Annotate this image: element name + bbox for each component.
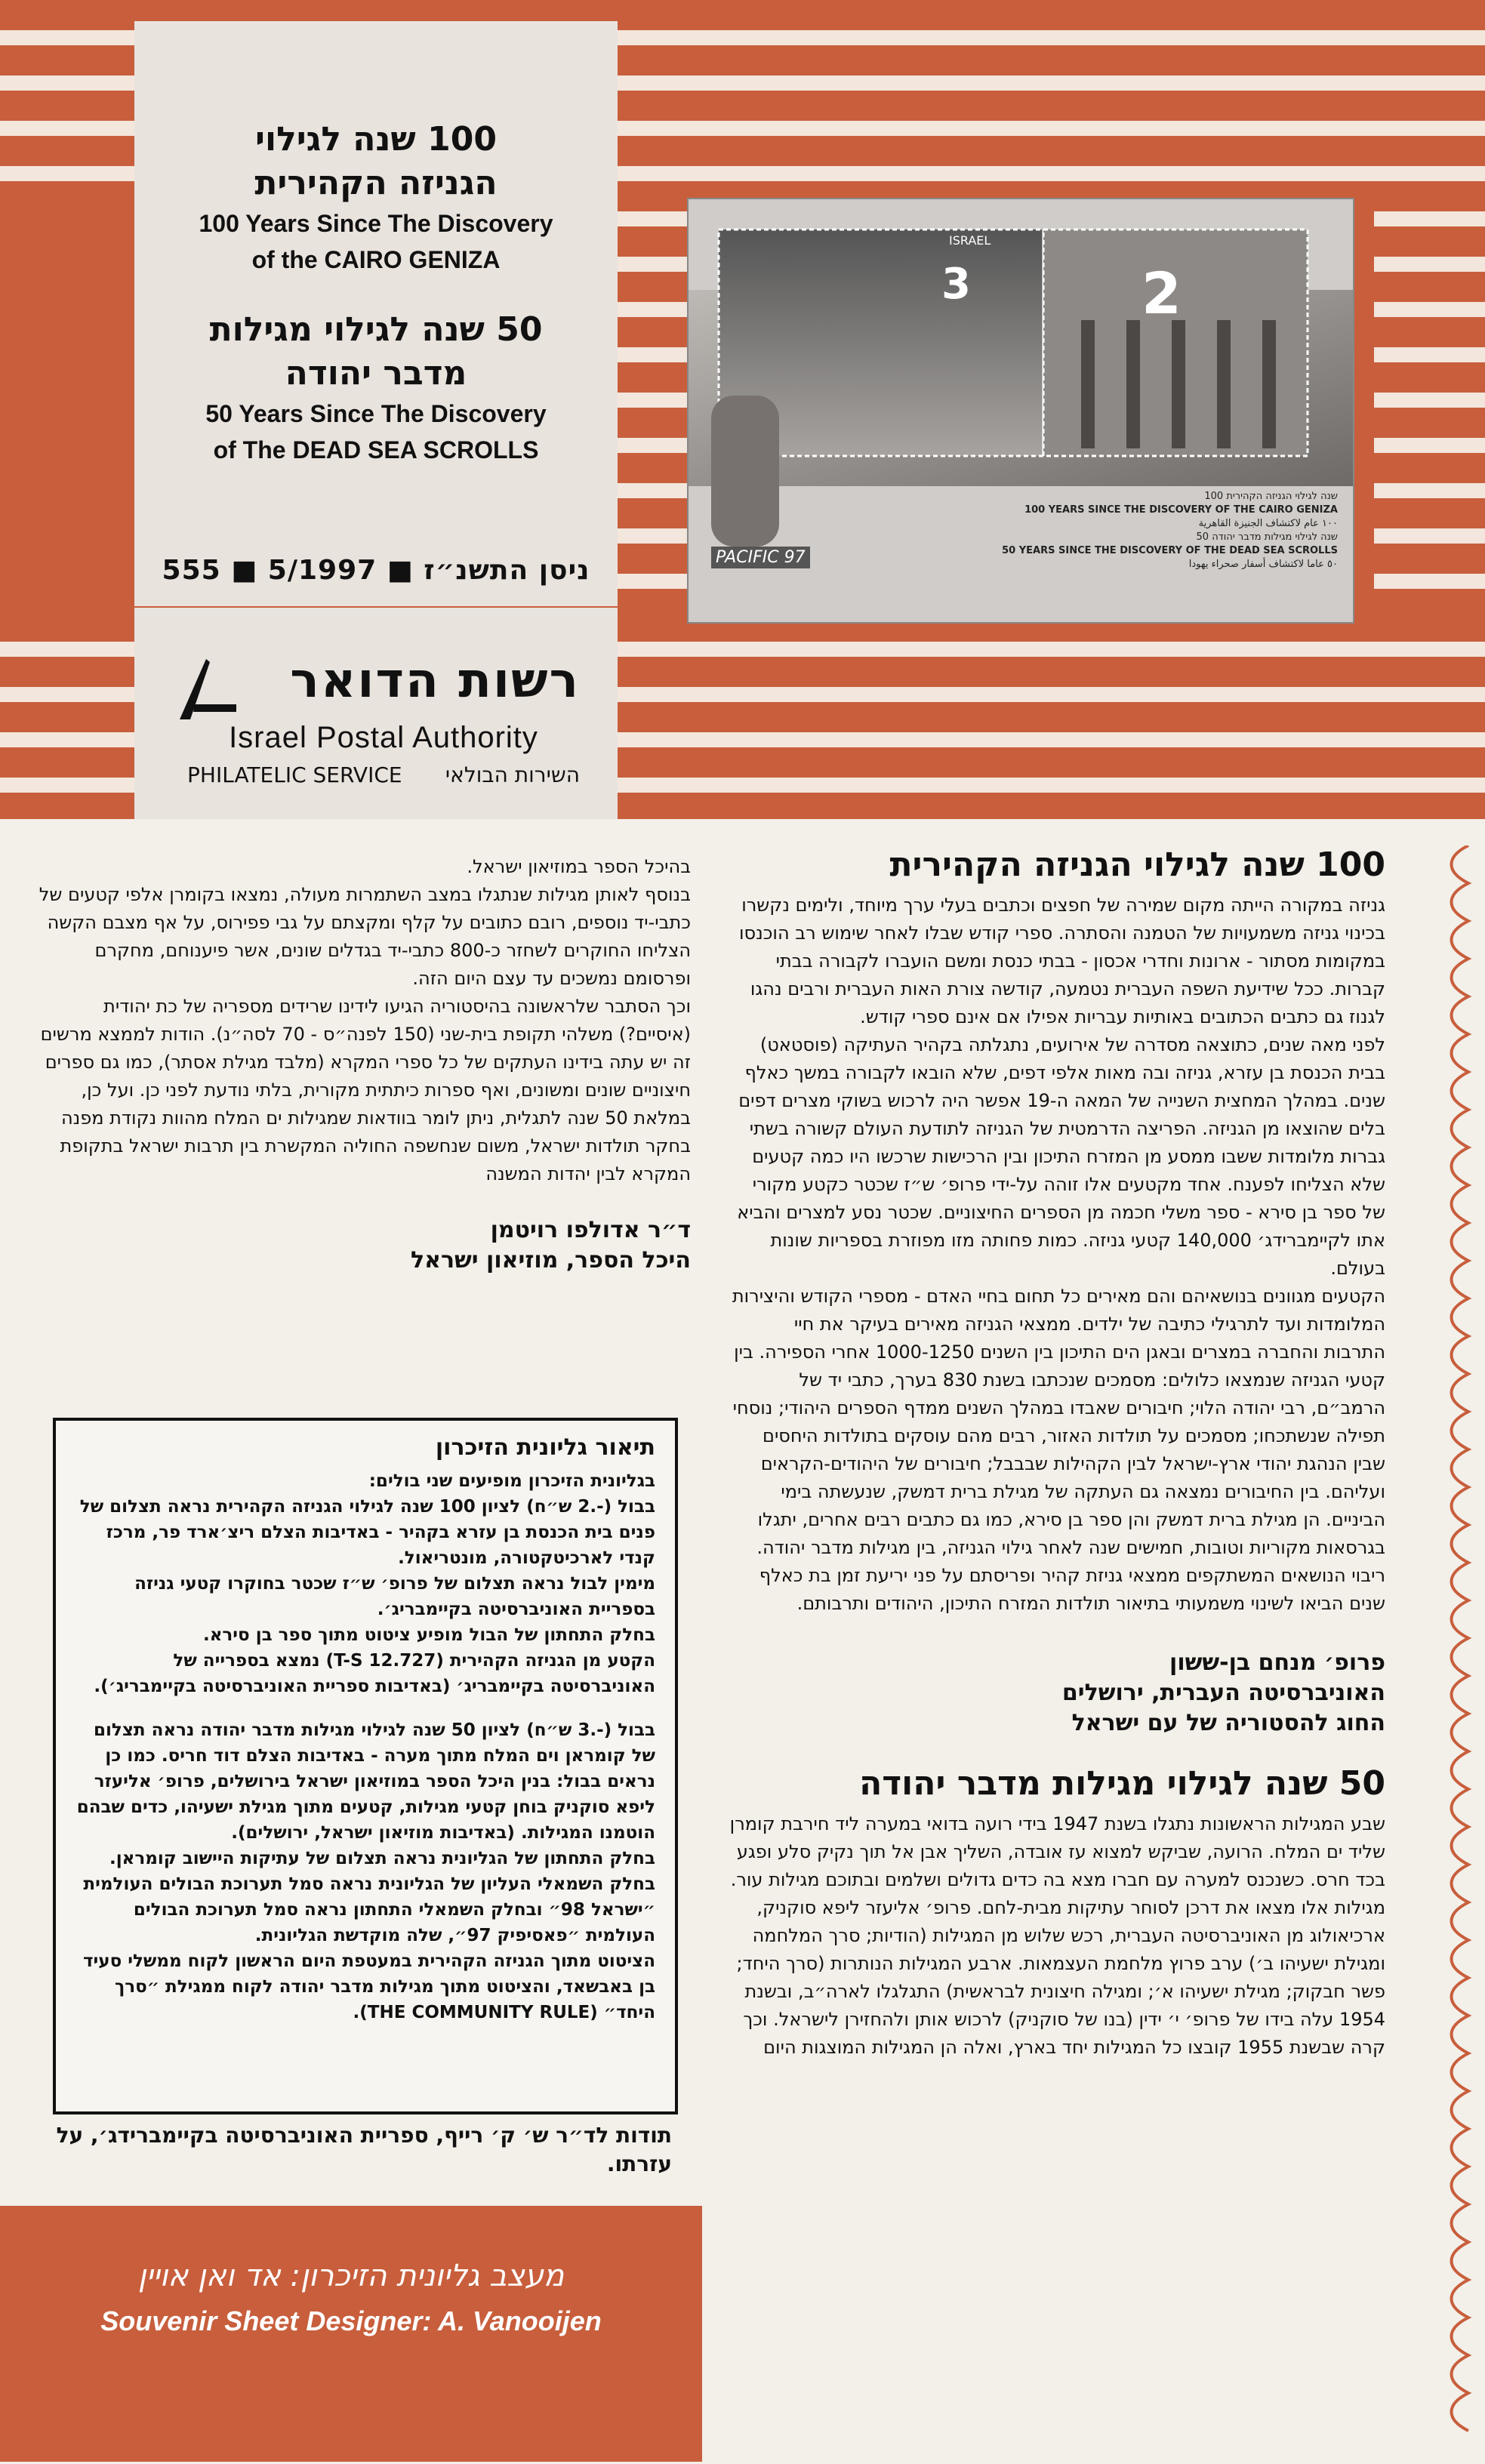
description-paragraph-5: הקטע מן הגניזה הקהירית (T-S 12.727) נמצא בספרייה של האוניברסיטה בקיימבריג׳ (באדיבות ספריית האוניברסיטה בקיימבריג׳). bbox=[94, 1651, 655, 1696]
scrolls-continued-paragraph-1: בהיכל הספר במוזיאון ישראל. bbox=[467, 856, 691, 877]
title-he-line-1: 100 שנה לגילוי bbox=[255, 120, 497, 159]
authority-name-en: Israel Postal Authority bbox=[229, 721, 538, 754]
title-en-line-2: of the CAIRO GENIZA bbox=[251, 246, 501, 273]
stripe bbox=[618, 211, 687, 226]
scrolls-body bbox=[729, 1810, 1385, 2062]
description-paragraph-1: בגליונית הזיכרון מופיעים שני בולים: bbox=[368, 1471, 655, 1491]
stripe bbox=[618, 257, 687, 272]
description-box bbox=[53, 1418, 678, 2114]
description-body bbox=[56, 1468, 675, 2025]
title2-he-line-1: 50 שנה לגילוי מגילות bbox=[209, 310, 543, 349]
title-he-line-2: הגניזה הקהירית bbox=[254, 164, 498, 202]
thanks-note: תודות לד״ר ש׳ ק׳ רייף, ספריית האוניברסיטה בקיימברידג׳, על עזרתו. bbox=[56, 2123, 672, 2176]
caption-he-1: 100 שנה לגילוי הגניזה הקהירית bbox=[1204, 491, 1338, 502]
scrolls-continued-paragraph-3: וכך הסתבר שלראשונה בהיסטוריה הגיעו לידינו שרידים מספריה של כת יהודית (איסיים?) משלהי תקופת בית-שני (150 לפנה״ס - 70 לסה״נ). הודות לממצא מרשים זה יש עתה בידינו העתקים של כל ספרי המקרא (מלבד מגילת אסתר), כמו גם ספרים חיצוניים שונים ומשונים, ואף ספרות כיתתית מקורית, בלתי נודעת לפני כן. ועל כן, במלאת 50 שנה לתגלית, ניתן לומר בוודאות שמגילות ים המלח מהוות נקודת מפנה בחקר תולדות ישראל, משום שנחשפה החוליה המקשרת בין תרבות ישראל בתקופת המקרא לבין יהדות המשנה bbox=[40, 996, 691, 1184]
pacific97-logo: PACIFIC 97 bbox=[711, 547, 810, 568]
issue-date: 5/1997 bbox=[267, 555, 377, 586]
caption-he-2: 50 שנה לגילוי מגילות מדבר יהודה bbox=[1196, 531, 1338, 543]
geniza-affiliation-2: החוג להסטוריה של עם ישראל bbox=[1071, 1710, 1385, 1736]
geniza-paragraph-1: גניזה במקורה הייתה מקום שמירה של חפצים וכתבים בעלי ערך מיוחד, ולימים נקשרו בכינוי גניזה משמעויות של הטמנה והסתרה. ספרי קודש שבלו לאחר שימוש רב הוכנסו במקומות מסתור - ארונות וחדרי אכסון - בבתי כנסת ומשם הועברו לקבורה בבתי קברות. ככל שידיעת השפה העברית נטמעה, קודשה צורת האות העברית ורבים נהגו לגנוז גם כתבים הכתובים באותיות עבריות אפילו אם אינם ספרי קודש. bbox=[739, 895, 1385, 1027]
stripe bbox=[618, 483, 687, 498]
caption-ar-2: ٥٠ عاما لاكتشاف أسفار صحراء يهودا bbox=[1188, 559, 1338, 570]
issue-number: 555 bbox=[162, 555, 221, 586]
service-en: PHILATELIC SERVICE bbox=[187, 762, 402, 787]
stripe bbox=[1374, 257, 1485, 272]
scrolls-paragraph-1: שבע המגילות הראשונות נתגלו בשנת 1947 בידי רועה בדואי במערה ליד חירבת קומרן שליד ים המלח. הרועה, שביקש למצוא עז אובדה, השליך אבן אל תוך נקיק סלע ופגע בכד חרס. כשנכנס למערה עם חברו מצא בה כדים גדולים ושלמים ובתוכם מגילות עור. מגילות אלו מצאו את דרכן לסוחר עתיקות מבית-לחם. פרופ׳ אליעזר ליפא סוקניק, ארכיאולוג מן האוניברסיטה העברית, רכש שלוש מן המגילות (הודיות; סרך המלחמה ומגילת ישעיהו ב׳) ערב פרוץ מלחמת העצמאות. ארבע המגילות הנותרות (סרך היחד; פשר חבקוק; מגילת ישעיהו א׳; ומגילה חיצונית לבראשית) התגלגלו לארה״ב, ובשנת 1954 עלה בידו של פרופ׳ י׳ ידין (בנו של סוקניק) לרכוש אותן ולהחזירן לישראל. וכך קרה שבשנת 1955 קובצו כל המגילות יחד בארץ, ואלה הן המגילות המוצגות היום bbox=[729, 1813, 1385, 2058]
stripe bbox=[1374, 347, 1485, 362]
issue-date-he: ניסן התשנ״ז bbox=[424, 555, 590, 586]
geniza-paragraph-3: הקטעים מגוונים בנושאיהם והם מאירים כל תחום בחיי האדם - מספרי הקודש והיצירות המלומדות ועד לתרגילי כתיבה של ילדים. ממצאי הגניזה מאירים בעיקר את חיי התרבות והחברה במצרים ובאגן הים התיכון בין השנים 1000-1250 אחרי הספירה. בין קטעי הגניזה שנמצאו כלולים: מסמכים שנכתבו בשנת 830 בערך, כתבי יד של הרמב״ם, רבי יהודה הלוי; חיבורים שאבדו במהלך השנים ממדף הספרים היהודי; נוסחי תפילה שנשתכחו; מסמכים על תולדות האזור, רבים מהם עוסקים בתולדות היחסים שבין הנהגת יהודי ארץ-ישראל לבין הקהילות שבבבל; חיבורים של היהודים-הקראים ועליהם. בין החיבורים נמצאה גם העתקה של מגילת ברית דמשק, שנעשתה בימי הביניים. הן מגילת ברית דמשק והן ספר בן סירא, כמו גם כתבים רבים אחרים, יתגלו בגרסאות מקוריות וטובות, חמישים שנה לאחר גילוי הגניזה, בין מגילות מדבר יהודה. bbox=[732, 1286, 1385, 1558]
stripe bbox=[1374, 393, 1485, 408]
stripe bbox=[1374, 483, 1485, 498]
stripe bbox=[618, 438, 687, 453]
scrolls-author: ד״ר אדולפו רויטמן bbox=[490, 1217, 691, 1243]
geniza-body bbox=[729, 892, 1385, 1618]
title-panel bbox=[134, 21, 618, 606]
separator-square-icon: ■ bbox=[231, 555, 258, 586]
stripe bbox=[1374, 528, 1485, 544]
description-paragraph-4: בחלק התחתון של הבול מופיע ציטוט מתוך ספר בן סירא. bbox=[202, 1625, 655, 1645]
stripe bbox=[618, 574, 687, 589]
postal-authority-logo-icon bbox=[172, 651, 240, 727]
souvenir-sheet-image bbox=[687, 198, 1354, 624]
geniza-paragraph-4: ריבוי הנושאים המשתקפים ממצאי גניזת קהיר ופריסתם על פני יריעת זמן בת כאלף שנים הביאו לשינוי משמעותי בתיאור תולדות המזרח התיכון, היהודים ותרבותם. bbox=[759, 1565, 1385, 1614]
sheet-caption bbox=[975, 490, 1338, 571]
stripe bbox=[618, 347, 687, 362]
right-column bbox=[729, 845, 1385, 2062]
left-column bbox=[34, 853, 691, 1276]
issue-line bbox=[134, 555, 618, 586]
designer-he: מעצב גליונית הזיכרון: אד ואן אויין bbox=[137, 2259, 565, 2293]
scrolls-signature bbox=[34, 1215, 691, 1276]
country-label: ISRAEL bbox=[949, 233, 991, 248]
scalloped-border bbox=[1438, 845, 1485, 2461]
scallop-edge bbox=[1438, 845, 1485, 2461]
stripe bbox=[1374, 211, 1485, 226]
caption-ar-1: ١٠٠ عام لاكتشاف الجنيزة القاهرية bbox=[1198, 518, 1338, 529]
geniza-paragraph-2: לפני מאה שנים, כתוצאה מסדרה של אירועים, נתגלתה בקהיר העתיקה (פוסטאט) בבית הכנסת בן עזרא, גניזה ובה מאות אלפי דפים, שלא הובאו לקבורה במשך כאלף שנים. במהלך המחצית השנייה של המאה ה-19 אפשר היה לרכוש בשוקי מצרים דפים בלים שהוצאו מן הגניזה. הפריצה הדרמטית של הגניזה לתודעת העולם קשורה בשתי גברות מלומדות ששבו ממסע מן המזרח התיכון ובין הרכישות שרכשו היו כמה קטעים שלא הצליחו לפענח. אחד מקטעים אלו זוהה על-ידי פרופ׳ ש״ז שכטר כקטע מקורי של ספר בן סירא - ספר משלי חכמה מן הספרים החיצוניים. שכטר נסע למצרים והביא אתו לקיימברידג׳ 140,000 קטעי גניזה. כמות פחותה מזו מפוזרת בספריות שונות בעולם. bbox=[737, 1034, 1385, 1279]
caption-en-1: 100 YEARS SINCE THE DISCOVERY OF THE CAIRO GENIZA bbox=[1024, 504, 1338, 516]
scrolls-continued-body bbox=[34, 853, 691, 1188]
geniza-affiliation-1: האוניברסיטה העברית, ירושלים bbox=[1061, 1680, 1385, 1706]
designer-en: Souvenir Sheet Designer: A. Vanooijen bbox=[100, 2305, 602, 2336]
caption-en-2: 50 YEARS SINCE THE DISCOVERY OF THE DEAD SEA SCROLLS bbox=[1002, 545, 1338, 556]
geniza-author: פרופ׳ מנחם בן-ששון bbox=[1169, 1649, 1385, 1676]
description-paragraph-7: בחלק התחתון של הגליונית נראה תצלום של עתיקות היישוב קומראן. בחלק השמאלי העליון של הגליונית נראה סמל תערוכת הבולים העולמית ״ישראל 98״ ובחלק השמאלי התחתון נראה סמל תערוכת הבולים העולמית ״פאסיפיק 97״, שלה מוקדשת הגליונית. bbox=[83, 1849, 655, 1945]
geniza-heading: 100 שנה לגילוי הגניזה הקהירית bbox=[889, 845, 1385, 884]
stripe bbox=[618, 528, 687, 544]
description-paragraph-8: הציטוט מתוך הגניזה הקהירית במעטפת היום הראשון לקוח ממשלי סעיד בן באבשאד, והציטוט מתוך מגילות מדבר יהודה לקוח ממגילת ״סרך היחד״ (THE COMMUNITY RULE). bbox=[82, 1951, 655, 2022]
stripe bbox=[618, 302, 687, 317]
service-he: השירות הבולאי bbox=[445, 762, 580, 787]
stripe bbox=[618, 393, 687, 408]
description-title: תיאור גליונית הזיכרון bbox=[435, 1434, 655, 1461]
separator-square-icon: ■ bbox=[387, 555, 414, 586]
description-paragraph-6: בבול (-.3 ש״ח) לציון 50 שנה לגילוי מגילות מדבר יהודה נראה תצלום של קומראן וים המלח מתוך מערה - באדיבות הצלם דוד חריס. כמו כן נראים בבול: בנין היכל הספר במוזיאון ישראל בירושלים, פרופ׳ אליעזר ליפא סוקניק בוחן קטעי מגילות, קטעים מתוך מגילת ישעיהו, כדים שבהם הוטמנו המגילות. (באדיבות מוזיאון ישראל, ירושלים). bbox=[76, 1720, 655, 1843]
stamp-value-left: 3 bbox=[941, 260, 971, 309]
stamp-value-right: 2 bbox=[1141, 260, 1182, 327]
title2-en-line-2: of The DEAD SEA SCROLLS bbox=[213, 436, 539, 464]
designer-band bbox=[0, 2206, 702, 2462]
description-paragraph-3: מימין לבול נראה תצלום של פרופ׳ ש״ז שכטר בחוקרו קטעי גניזה בספריית האוניברסיטה בקיימבריג׳. bbox=[134, 1574, 655, 1619]
geniza-signature bbox=[729, 1648, 1385, 1739]
description-paragraph-2: בבול (-.2 ש״ח) לציון 100 שנה לגילוי הגניזה הקהירית נראה תצלום של פנים בית הכנסת בן עזרא בקהיר - באדיבות הצלם ריצ׳ארד פר, מרכז קנדי לארכיטקטורה, מונטריאול. bbox=[79, 1497, 655, 1568]
title2-en-line-1: 50 Years Since The Discovery bbox=[205, 400, 547, 427]
authority-block bbox=[134, 608, 618, 819]
authority-name-he: רשות הדואר bbox=[290, 653, 580, 709]
stripe bbox=[1374, 438, 1485, 453]
scrolls-continued-paragraph-2: בנוסף לאותן מגילות שנתגלו במצב השתמרות מעולה, נמצאו בקומרן אלפי קטעים של כתבי-יד נוספים, רובם כתובים על קלף ומקצתם על גבי פפירוס, על אף מצבם הקשה הצליחו החוקרים לשחזר כ-800 כתבי-יד בגדלים שונים, אשר פיענוחם, מחקרם ופרסומם נמשכים עד עצם היום הזה. bbox=[39, 884, 691, 989]
scrolls-affiliation: היכל הספר, מוזיאון ישראל bbox=[410, 1247, 691, 1274]
stripe bbox=[1374, 574, 1485, 589]
title-en-line-1: 100 Years Since The Discovery bbox=[199, 210, 553, 237]
title2-he-line-2: מדבר יהודה bbox=[285, 354, 467, 393]
stripe bbox=[1374, 302, 1485, 317]
scrolls-heading: 50 שנה לגילוי מגילות מדבר יהודה bbox=[859, 1764, 1385, 1803]
philatelic-service bbox=[187, 762, 580, 787]
